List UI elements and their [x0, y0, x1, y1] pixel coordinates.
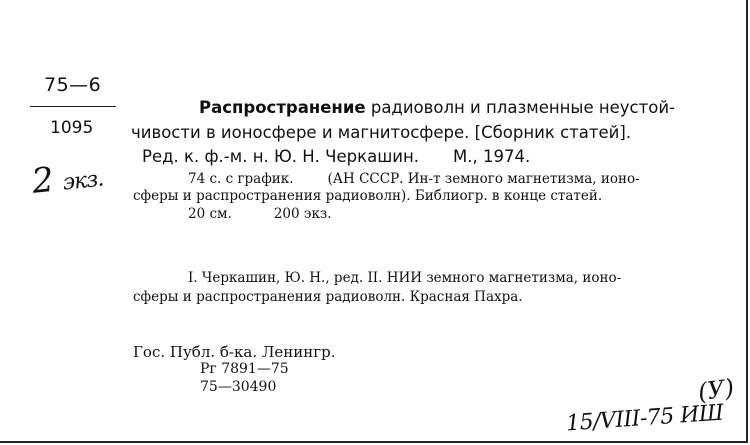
description-line-3 [188, 206, 332, 223]
title-editor: Ред. к. ф.-м. н. Ю. Н. Черкашин. [142, 147, 420, 166]
handwritten-code-mark: (У) [696, 373, 736, 407]
description-line-1 [188, 171, 640, 188]
library-code-1: Рг 7891—75 [200, 361, 289, 377]
title-lead: Распространение [199, 98, 366, 117]
title-place-year: М., 1974. [453, 147, 531, 166]
description-pages: 74 с. с график. [188, 171, 294, 187]
description-print-run: 200 экз. [273, 206, 332, 222]
call-number-bottom: 1095 [50, 118, 94, 138]
call-number-top: 75—6 [44, 74, 102, 96]
description-series: (АН СССР. Ин-т земного магнетизма, ионо- [327, 171, 640, 187]
handwritten-copies-note [30, 155, 105, 202]
handwritten-copies-count: 2 [30, 159, 55, 202]
tracings-line-2: сферы и распространения радиоволн. Красная Пахра. [133, 289, 523, 305]
title-line-3 [142, 145, 530, 169]
handwritten-copies-suffix: экз. [61, 166, 105, 196]
title-line-1 [199, 96, 675, 120]
call-number-divider [30, 106, 116, 107]
title-line-2: чивости в ионосфере и магнитосфере. [Сборник статей]. [131, 123, 632, 142]
library-code-2: 75—30490 [200, 379, 277, 395]
handwritten-date-mark: 15/VIII-75 ИШ [565, 400, 725, 437]
library-name: Гос. Публ. б-ка. Ленингр. [133, 343, 336, 361]
tracings-line-1: I. Черкашин, Ю. Н., ред. II. НИИ земного магнетизма, ионо- [188, 270, 622, 286]
title-line-1-rest: радиоволн и плазменные неустой- [370, 98, 675, 117]
description-size: 20 см. [188, 206, 232, 222]
description-line-2: сферы и распространения радиоволн). Библиогр. в конце статей. [133, 188, 603, 204]
